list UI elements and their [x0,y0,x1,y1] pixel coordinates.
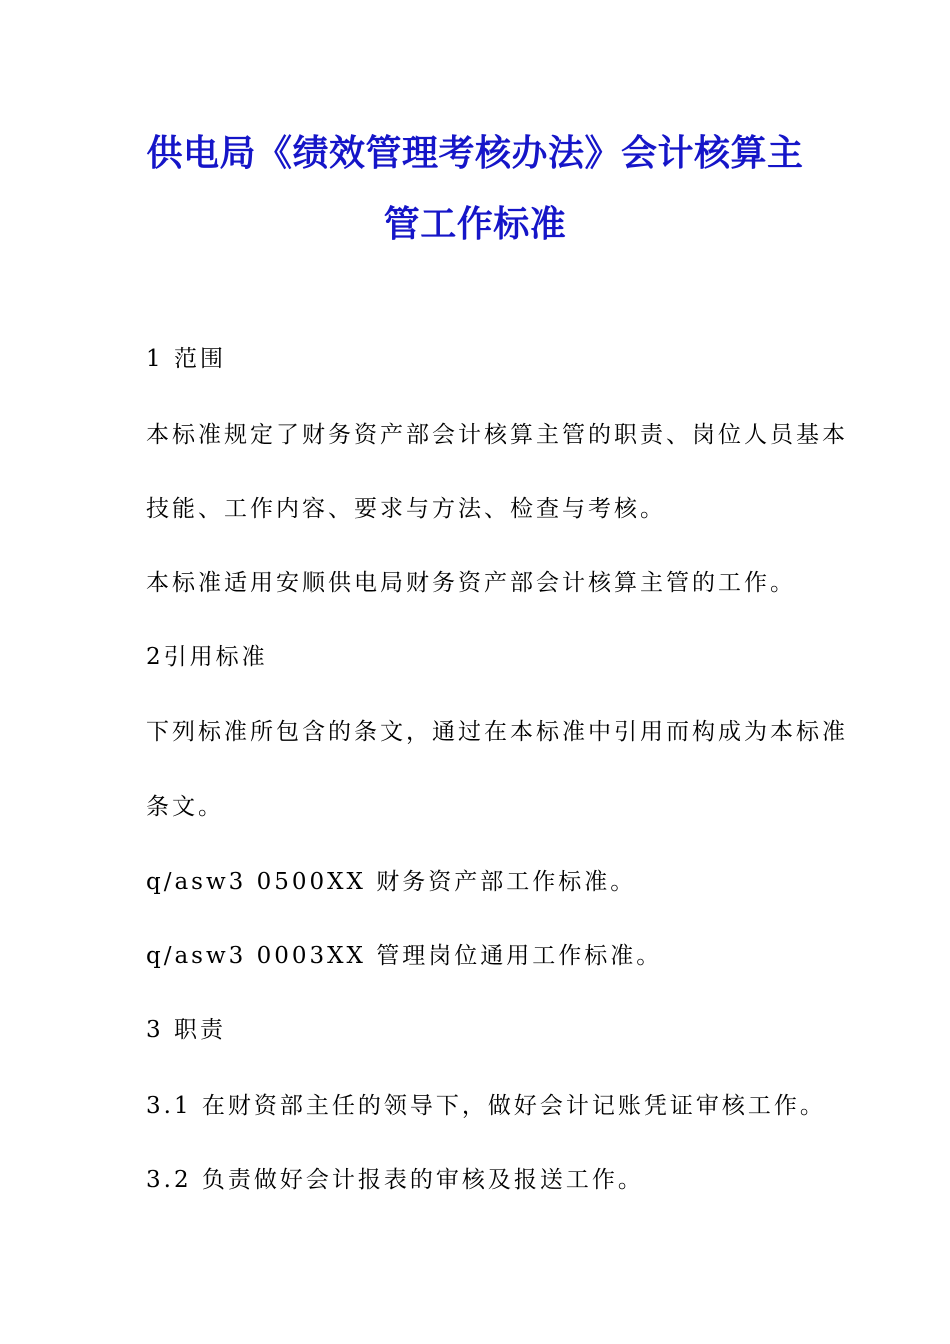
document-title-line-1: 供电局《绩效管理考核办法》会计核算主 [146,133,804,174]
paragraph-line: 本标准适用安顺供电局财务资产部会计核算主管的工作。 [146,570,796,596]
paragraph-line: 下列标准所包含的条文，通过在本标准中引用而构成为本标准 [146,719,848,745]
paragraph-line: 本标准规定了财务资产部会计核算主管的职责、岗位人员基本 [146,422,848,448]
reference-item: q/asw3 0003XX 管理岗位通用工作标准。 [146,943,663,969]
section-heading-references: 2引用标准 [146,644,268,670]
section-heading-scope: 1 范围 [146,346,226,372]
duty-item: 3.2 负责做好会计报表的审核及报送工作。 [146,1167,644,1193]
duty-item: 3.1 在财资部主任的领导下，做好会计记账凭证审核工作。 [146,1093,826,1119]
paragraph-line: 技能、工作内容、要求与方法、检查与考核。 [146,496,666,522]
section-heading-duties: 3 职责 [146,1017,226,1043]
reference-item: q/asw3 0500XX 财务资产部工作标准。 [146,869,637,895]
paragraph-line: 条文。 [146,794,224,820]
document-title-line-2: 管工作标准 [383,204,567,245]
